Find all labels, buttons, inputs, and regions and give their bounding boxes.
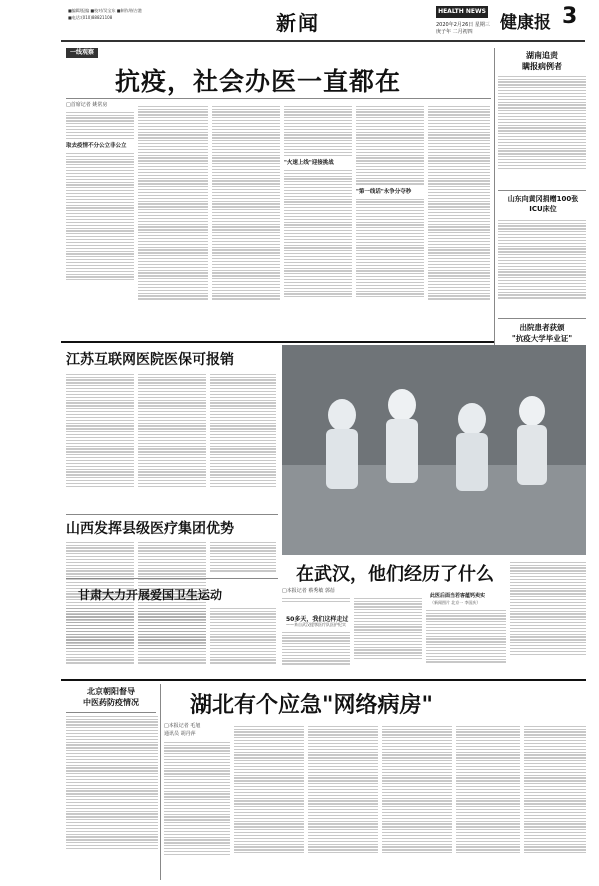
main-headline: 抗疫，社会办医一直都在: [115, 67, 402, 96]
headline-rule: [66, 98, 491, 99]
lead-col-3: [212, 104, 280, 338]
wuhan-col-3: [426, 608, 506, 674]
right-rule-1: [498, 190, 586, 191]
section-tag: 一线观察: [66, 48, 98, 58]
bottom-divider: [61, 679, 586, 681]
hubei-byline: □本报记者 毛旭: [164, 723, 201, 729]
story-4-col-3: [210, 606, 276, 676]
hubei-byline-2: 通讯员 胡丹萍: [164, 731, 196, 737]
lead-col-2: [138, 104, 208, 338]
masthead-info-1: ■编辑/报编 ■校对/吴宝东 ■制作/崔吉港: [68, 8, 142, 13]
health-news-tag: [436, 6, 488, 18]
subhead-3: "第一线话"永争分夺秒: [356, 188, 412, 195]
wuhan-col-1: [282, 596, 350, 612]
section-title: 新闻: [276, 11, 320, 35]
right-story-2-body: [498, 218, 586, 314]
wuhan-byline: □本报记者 蔡秀敏 郭蓓: [282, 588, 335, 594]
story-4-col-2: [138, 606, 206, 676]
subhead-2: "火速上线"迎接挑战: [284, 159, 334, 166]
right-title-3-line-1: 出院患者获颁: [519, 323, 565, 332]
right-title-3-line-2: "抗疫大学毕业证": [511, 334, 573, 343]
right-title-1-line-2: 瞒报病例者: [522, 62, 562, 71]
hubei-col-3: [308, 724, 378, 880]
subhead-1: 取去疫情不分公立非公立: [66, 142, 127, 149]
right-rule-2: [498, 318, 586, 319]
lead-col-4: [284, 104, 352, 338]
photo-placeholder-icon: [282, 345, 586, 555]
story-2-col-3: [210, 372, 276, 512]
lunar-date: 庚子年 二月初四: [436, 29, 473, 35]
beijing-headline-1: 北京朝阳督导: [87, 687, 135, 696]
beijing-body: [66, 714, 158, 880]
paper-name: 健康报: [500, 13, 551, 33]
wuhan-headline: 在武汉，他们经历了什么: [296, 564, 494, 585]
right-title-2: 山东向黄冈捐赠100张ICU床位: [507, 195, 579, 213]
hubei-col-5: [456, 724, 520, 880]
story-3-col-3: [210, 540, 276, 580]
right-title-3: [498, 322, 586, 344]
lead-byline: □首席记者 姚常房: [66, 102, 108, 108]
wuhan-photo: [282, 345, 586, 555]
masthead-rule: [61, 40, 585, 42]
hubei-headline: 湖北有个应急"网络病房": [190, 693, 433, 718]
wuhan-col-4: [510, 560, 586, 674]
story-2-headline: 江苏互联网医院医保可报销: [66, 352, 234, 368]
wuhan-col-1b: [282, 630, 350, 674]
story-3-rule: [66, 578, 278, 579]
hubei-col-1: [164, 740, 230, 880]
section-divider: [61, 341, 494, 343]
hubei-col-2: [234, 724, 304, 880]
right-title-1: [498, 50, 586, 72]
tag-top: HEALTH: [438, 8, 464, 15]
story-4-col-1: [66, 606, 134, 676]
beijing-headline-2: 中医药防疫情况: [83, 698, 139, 707]
wuhan-side-head: 此医后面当若客蕴钙卖实: [430, 593, 486, 599]
hubei-col-6: [524, 724, 586, 880]
story-4-headline: 甘肃大力开展爱国卫生运动: [78, 588, 223, 602]
wuhan-side-note: （新闻图片 北京一 李国庆）: [430, 600, 481, 605]
page-number: 3: [562, 4, 578, 29]
wuhan-sub-note: ——来自武汉援鄂医疗队医护纪实: [286, 622, 346, 627]
right-story-1-body: [498, 74, 586, 188]
wuhan-sub: 50多天，我们这样走过: [286, 616, 349, 623]
story-2-col-2: [138, 372, 206, 512]
tag-bottom: NEWS: [465, 8, 486, 15]
beijing-box: [66, 686, 156, 713]
masthead-info-2: ■电话:(010)88821108: [68, 15, 113, 20]
right-title-1-line-1: 湖南追责: [526, 51, 558, 60]
story-2-col-1: [66, 372, 134, 512]
lead-col-6: [428, 104, 490, 338]
wuhan-col-2: [354, 596, 422, 674]
story-3-headline: 山西发挥县级医疗集团优势: [66, 521, 234, 537]
lead-col-5: [356, 104, 424, 338]
hubei-col-4: [382, 724, 452, 880]
bottom-col-divider: [160, 684, 161, 880]
masthead: [0, 0, 599, 44]
issue-date: 2020年2月26日 星期三: [436, 22, 490, 28]
story-2-rule: [66, 514, 278, 515]
lead-col-1: [66, 110, 134, 338]
